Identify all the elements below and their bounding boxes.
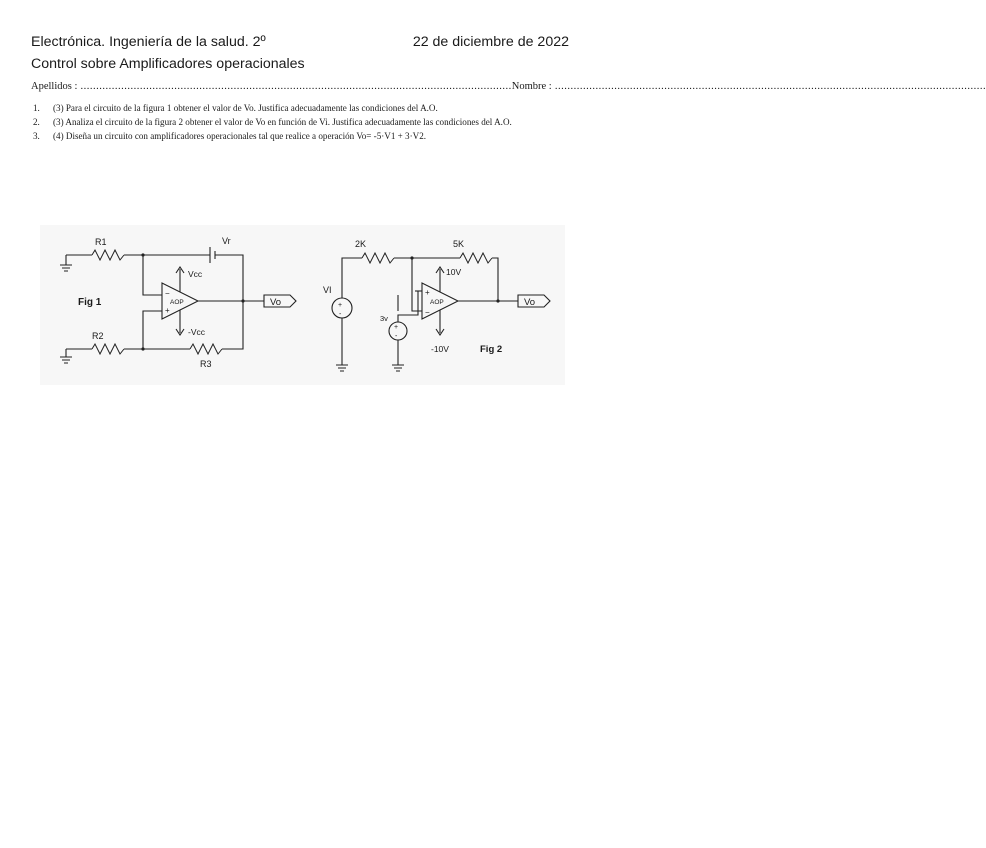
label-r2: R2 bbox=[92, 331, 104, 341]
opamp-minus-sign: − bbox=[425, 308, 430, 317]
question-item bbox=[31, 131, 561, 142]
opamp-minus-sign: − bbox=[165, 289, 170, 298]
label-neg-10v: -10V bbox=[431, 344, 449, 354]
question-item bbox=[31, 117, 561, 128]
opamp-label: AOP bbox=[170, 299, 184, 306]
label-vo-2: Vo bbox=[524, 297, 536, 308]
question-number: 1. bbox=[33, 103, 40, 113]
label-vcc: Vcc bbox=[188, 269, 203, 279]
name-fields-row bbox=[31, 81, 986, 92]
opamp-plus-sign: + bbox=[425, 288, 430, 297]
label-vo-1: Vo bbox=[270, 297, 282, 308]
question-text: (4) Diseña un circuito con amplificadores operacionales tal que realice a operación Vo= -5·V1 + 3·V2. bbox=[53, 131, 427, 141]
source-plus-sign: + bbox=[338, 302, 343, 309]
figure-background bbox=[40, 225, 565, 385]
question-number: 2. bbox=[33, 117, 40, 127]
fig1-caption: Fig 1 bbox=[78, 297, 102, 308]
question-text: (3) Para el circuito de la figura 1 obtener el valor de Vo. Justifica adecuadamente las condiciones del A.O. bbox=[53, 103, 438, 113]
label-10v: 10V bbox=[446, 267, 462, 277]
label-5k: 5K bbox=[453, 239, 465, 249]
label-2k: 2K bbox=[355, 239, 367, 249]
opamp-plus-sign: + bbox=[165, 306, 170, 315]
course-heading: Electrónica. Ingeniería de la salud. 2º bbox=[31, 34, 266, 50]
surname-label: Apellidos : bbox=[31, 81, 78, 92]
source-minus-sign: - bbox=[395, 333, 398, 340]
name-label: Nombre : bbox=[511, 81, 552, 92]
question-text: (3) Analiza el circuito de la figura 2 obtener el valor de Vo en función de Vi. Justifica adecuadamente las condiciones del A.O. bbox=[53, 117, 512, 127]
opamp-label: AOP bbox=[430, 299, 444, 306]
name-line[interactable]: .......................................................................................................................................... bbox=[551, 81, 986, 92]
label-vi: VI bbox=[323, 285, 332, 295]
junction-dot bbox=[496, 299, 499, 302]
source-minus-sign: - bbox=[339, 311, 342, 318]
source-plus-sign: + bbox=[394, 324, 399, 331]
question-list bbox=[31, 103, 561, 145]
exam-title: Control sobre Amplificadores operacionales bbox=[31, 56, 305, 72]
label-vr: Vr bbox=[222, 236, 231, 246]
label-r1: R1 bbox=[95, 237, 107, 247]
label-neg-vcc: -Vcc bbox=[188, 327, 205, 337]
label-r3: R3 bbox=[200, 359, 212, 369]
exam-date: 22 de diciembre de 2022 bbox=[412, 34, 569, 50]
surname-line[interactable]: .......................................................................................................................................... bbox=[77, 81, 512, 92]
fig2-caption: Fig 2 bbox=[480, 344, 503, 355]
question-number: 3. bbox=[33, 131, 40, 141]
circuit-figures bbox=[40, 225, 565, 385]
label-3v: 3v bbox=[380, 314, 388, 323]
question-item bbox=[31, 103, 561, 114]
